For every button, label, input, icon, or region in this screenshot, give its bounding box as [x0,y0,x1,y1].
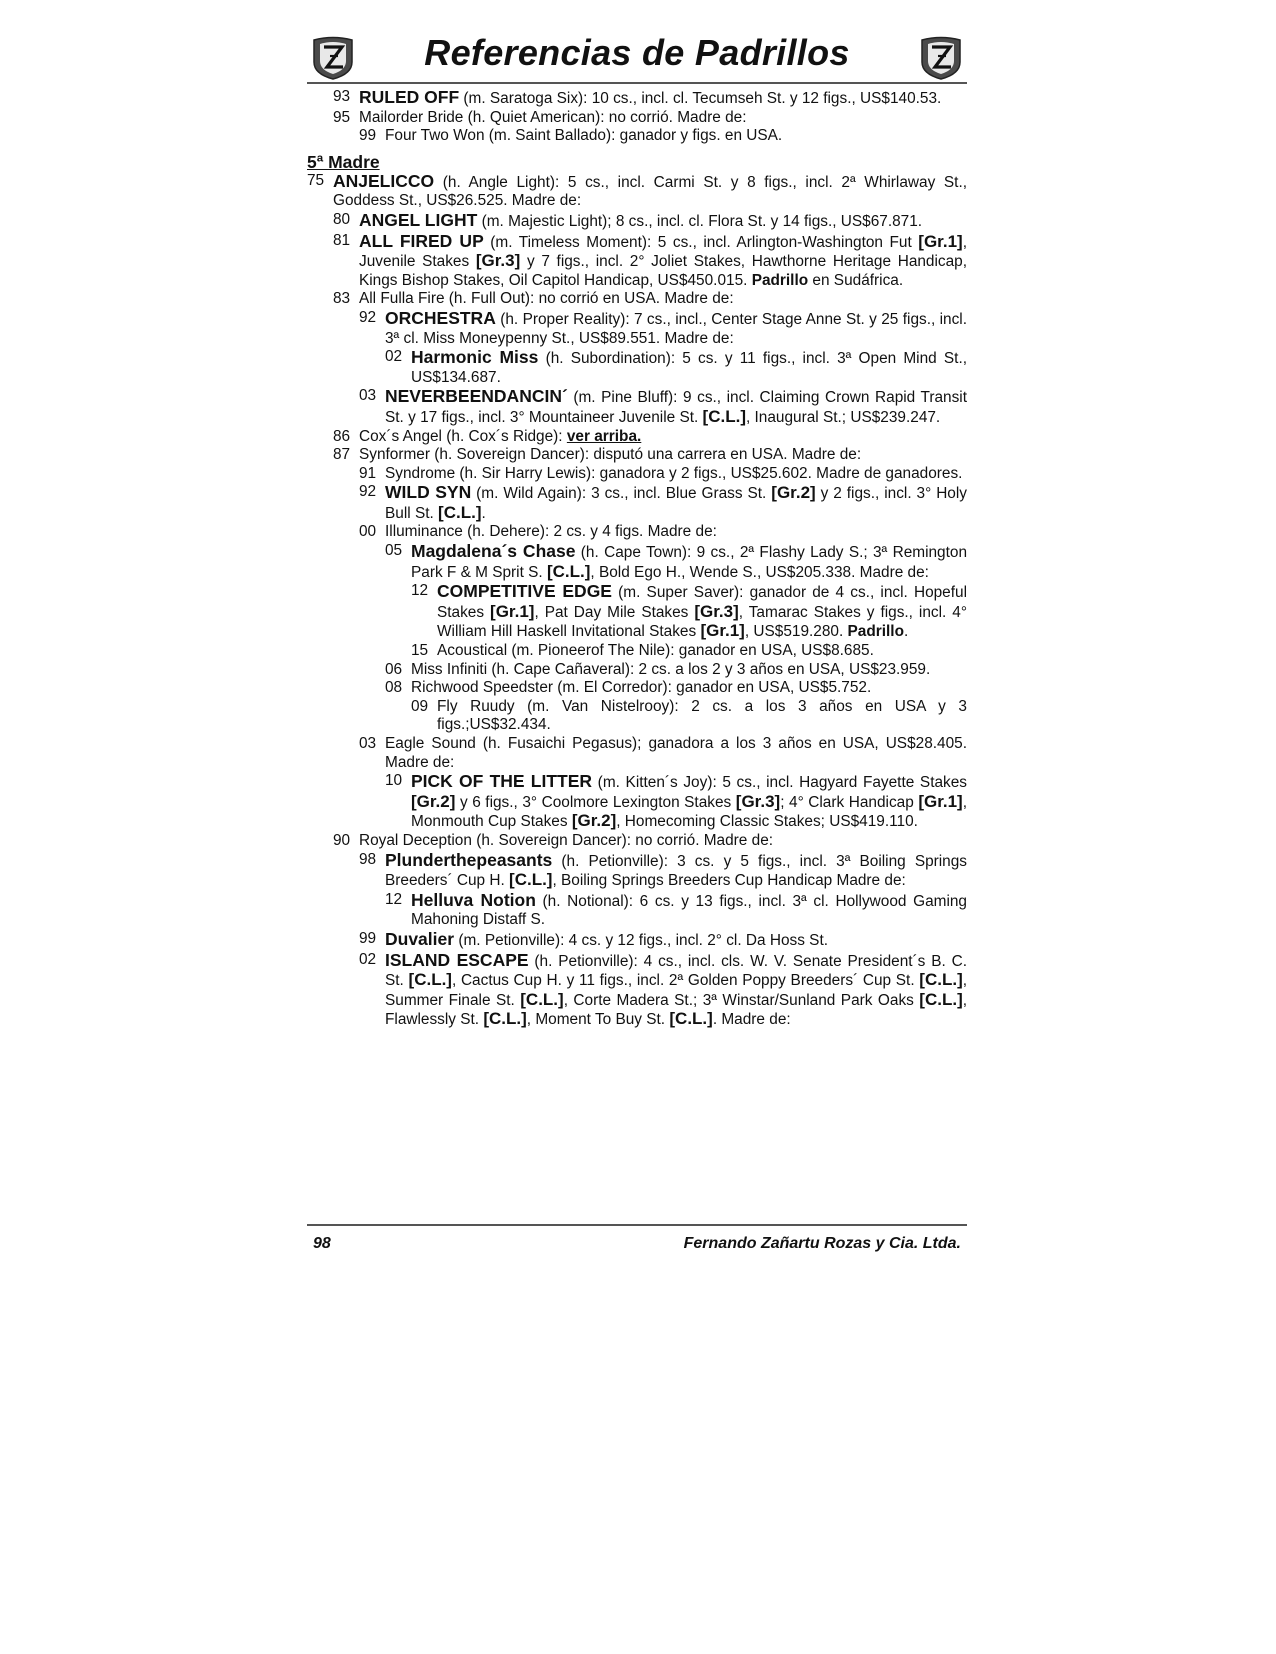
pedigree-entry [307,109,967,128]
page-header [307,30,967,84]
entry-text: Fly Ruudy (m. Van Nistelrooy): 2 cs. a los 3 años en USA y 3 figs.;US$32.434. [437,697,967,734]
bold-text: Padrillo [751,271,809,289]
birth-year: 03 [359,735,377,752]
pedigree-entry [307,290,967,309]
birth-year: 81 [333,231,351,249]
pedigree-entry [307,661,967,680]
grade-badge: [Gr.3] [694,601,739,621]
horse-name: Magdalena´s Chase [411,541,576,562]
pedigree-entry [307,642,967,661]
entry-text: , Flawlessly St. [385,991,968,1029]
grade-badge: [C.L.] [919,989,963,1009]
birth-year: 03 [359,387,377,405]
birth-year: 15 [411,642,429,660]
entry-text: (h. Petionville): 4 cs., incl. cls. W. V. Senate President´s B. C. St. [385,952,968,990]
entry-text: Eagle Sound (h. Fusaichi Pegasus); ganadora a los 3 años en USA, US$28.405. Madre de: [385,735,967,771]
entry-text: , Tamarac Stakes y figs., incl. 4° William Hill Haskell Invitational Stakes [437,603,967,641]
entry-text: (h. Cape Town): 9 cs., 2ª Flashy Lady S.; 3ª Remington Park F & M Sprit S. [411,544,968,581]
birth-year: 93 [333,88,351,105]
pedigree-entry [307,309,967,348]
bold-text: Padrillo [847,623,904,641]
birth-year: 92 [359,308,377,326]
grade-badge: [C.L.] [408,970,452,990]
entry-text: Four Two Won (m. Saint Ballado): ganador y figs. en USA. [385,127,783,145]
horse-name: ANGEL LIGHT [359,209,478,230]
pedigree-entry [307,428,967,447]
grade-badge: [Gr.2] [411,791,456,811]
entry-text: y 7 figs., incl. 2° Joliet Stakes, Hawthorne Heritage Handicap, Kings Bishop Stakes, Oil Capitol Handicap, US$450.015. [359,253,968,289]
entry-text: Synformer (h. Sovereign Dancer): disputó una carrera en USA. Madre de: [359,446,862,464]
pedigree-entry [307,172,967,211]
entry-text: Miss Infiniti (h. Cape Cañaveral): 2 cs. a los 2 y 3 años en USA, US$23.959. [411,660,931,678]
entry-text: All Fulla Fire (h. Full Out): no corrió en USA. Madre de: [359,290,734,308]
pedigree-entry [307,832,967,851]
header-rule [307,82,967,84]
pedigree-entry [307,772,967,832]
entry-text: , Summer Finale St. [385,972,968,1009]
page [307,30,968,1029]
pedigree-entry [307,232,967,291]
entry-text: Royal Deception (h. Sovereign Dancer): no corrió. Madre de: [359,831,774,849]
birth-year: 91 [359,464,377,482]
footer-company: Fernando Zañartu Rozas y Cia. Ltda. [683,1235,961,1252]
entry-text: , Pat Day Mile Stakes [534,603,695,621]
entry-text: (m. Timeless Moment): 5 cs., incl. Arlington-Washington Fut [483,233,919,251]
birth-year: 06 [385,660,403,678]
grade-badge: [Gr.1] [918,791,963,811]
horse-name: ANJELICCO [333,170,435,191]
pedigree-entry [307,735,967,772]
pedigree-entry [307,348,967,387]
grade-badge: [Gr.1] [918,231,963,251]
entry-text: (h. Subordination): 5 cs. y 11 figs., incl. 3ª Open Mind St., US$134.687. [411,350,967,386]
birth-year: 09 [411,697,429,715]
cross-reference: ver arriba. [566,427,642,445]
pedigree-entry [307,582,967,642]
entry-text: (m. Pine Bluff): 9 cs., incl. Claiming Crown Rapid Transit St. y 17 figs., incl. 3° Mountaineer Juvenile St. [385,389,967,426]
birth-year: 02 [359,950,377,968]
grade-badge: [C.L.] [669,1009,713,1029]
footer-rule [307,1224,967,1226]
horse-name: WILD SYN [385,482,472,503]
entry-text: ; 4° Clark Handicap [780,793,919,811]
pedigree-entry [307,127,967,146]
horse-name: PICK OF THE LITTER [411,771,593,792]
horse-name: COMPETITIVE EDGE [437,581,612,602]
pedigree-entry [307,951,967,1030]
grade-badge: [C.L.] [483,1009,527,1029]
entry-text: (m. Saratoga Six): 10 cs., incl. cl. Tecumseh St. y 12 figs., US$140.53. [459,90,942,107]
grade-badge: [C.L.] [520,989,564,1009]
entry-text: (m. Super Saver): ganador de 4 cs., incl. Hopeful Stakes [437,584,968,621]
entry-text: y 2 figs., incl. 3° Holy Bull St. [385,485,967,522]
horse-name: Harmonic Miss [411,347,539,368]
entry-text: , Moment To Buy St. [526,1011,670,1029]
entry-text: , Monmouth Cup Stakes [411,793,967,831]
horse-name: ISLAND ESCAPE [385,949,529,970]
grade-badge: [Gr.1] [700,621,745,641]
birth-year: 86 [333,427,351,445]
birth-year: 05 [385,542,403,560]
birth-year: 80 [333,210,351,228]
entry-text: , Corte Madera St.; 3ª Winstar/Sunland Park Oaks [563,991,920,1009]
entry-text: Mailorder Bride (h. Quiet American): no corrió. Madre de: [359,108,747,126]
pedigree-entry [307,542,967,582]
birth-year: 90 [333,831,351,849]
pedigree-entry [307,483,967,523]
birth-year: 95 [333,108,351,126]
page-title: Referencias de Padrillos [424,32,850,73]
birth-year: 98 [359,850,377,868]
pedigree-entry [307,930,967,951]
horse-name: Duvalier [385,928,455,949]
horse-name: ALL FIRED UP [359,230,484,251]
pedigree-entry [307,851,967,891]
grade-badge: [C.L.] [509,870,553,890]
section-heading: 5ª Madre [307,151,380,172]
entry-text: , Homecoming Classic Stakes; US$419.110. [616,813,918,831]
entry-text: , Boiling Springs Breeders Cup Handicap Madre de: [552,872,906,890]
entry-text: , US$519.280. [744,623,848,641]
pedigree-entry [307,387,967,427]
birth-year: 75 [307,171,325,189]
entry-text: Cox´s Angel (h. Cox´s Ridge): [359,427,567,445]
entry-text: (m. Majestic Light); 8 cs., incl. cl. Flora St. y 14 figs., US$67.871. [477,212,923,230]
birth-year: 99 [359,127,377,145]
birth-year: 10 [385,772,403,790]
pedigree-entry [307,211,967,232]
birth-year: 08 [385,679,403,697]
page-number: 98 [313,1235,331,1252]
birth-year: 92 [359,483,377,501]
entry-text: , Bold Ego H., Wende S., US$205.338. Madre de: [590,563,929,581]
pedigree-entry [307,891,967,930]
entry-text: . [481,504,486,522]
grade-badge: [Gr.2] [771,483,816,503]
entry-text: Illuminance (h. Dehere): 2 cs. y 4 figs. Madre de: [385,523,717,541]
entry-text: , Juvenile Stakes [359,233,967,271]
pedigree-entry [307,465,967,484]
pedigree-list [307,88,967,1030]
entry-text: (h. Notional): 6 cs. y 13 figs., incl. 3ª cl. Hollywood Gaming Mahoning Distaff S. [411,892,967,929]
entry-text: Richwood Speedster (m. El Corredor): ganador en USA, US$5.752. [411,679,872,697]
pedigree-entry [307,679,967,698]
entry-text: y 6 figs., 3° Coolmore Lexington Stakes [455,793,736,811]
entry-text: , Inaugural St.; US$239.247. [745,408,941,426]
birth-year: 12 [411,582,429,600]
entry-text: (h. Petionville): 3 cs. y 5 figs., incl. 3ª Boiling Springs Breeders´ Cup H. [385,852,967,890]
birth-year: 12 [385,890,403,908]
grade-badge: [C.L.] [546,561,591,581]
entry-text: Syndrome (h. Sir Harry Lewis): ganadora y 2 figs., US$25.602. Madre de ganadores. [385,464,963,482]
birth-year: 99 [359,929,377,947]
pedigree-entry [307,523,967,542]
horse-name: NEVERBEENDANCIN´ [385,386,568,407]
grade-badge: [C.L.] [438,502,482,522]
entry-text: . [903,623,909,641]
pedigree-entry [307,88,967,109]
birth-year: 00 [359,523,377,541]
grade-badge: [Gr.3] [735,791,781,811]
entry-text: (m. Kitten´s Joy): 5 cs., incl. Hagyard Fayette Stakes [592,774,967,792]
entry-text: en Sudáfrica. [808,271,904,289]
grade-badge: [C.L.] [919,970,963,990]
horse-name: Plunderthepeasants [385,849,553,870]
pedigree-entry [307,446,967,465]
birth-year: 83 [333,290,351,308]
zr-logo-icon [918,34,964,80]
entry-text: (h. Proper Reality): 7 cs., incl., Center Stage Anne St. y 25 figs., incl. 3ª cl. Miss Moneypenny St., US$89.551. Madre de: [385,310,967,347]
grade-badge: [C.L.] [702,406,746,426]
pedigree-entry [307,698,967,735]
horse-name: RULED OFF [359,87,460,107]
entry-text: Acoustical (m. Pioneerof The Nile): ganador en USA, US$8.685. [437,642,874,660]
grade-badge: [Gr.1] [490,601,535,621]
entry-text: , Cactus Cup H. y 11 figs., incl. 2ª Golden Poppy Breeders´ Cup St. [451,972,920,990]
horse-name: ORCHESTRA [385,307,496,328]
entry-text: (h. Angle Light): 5 cs., incl. Carmi St. y 8 figs., incl. 2ª Whirlaway St., Goddess St., US$26.525. Madre de: [333,173,967,210]
grade-badge: [Gr.2] [571,811,617,831]
entry-text: . Madre de: [712,1011,791,1029]
entry-text: (m. Wild Again): 3 cs., incl. Blue Grass St. [471,485,772,503]
birth-year: 02 [385,348,403,366]
horse-name: Helluva Notion [411,889,536,910]
birth-year: 87 [333,446,351,464]
grade-badge: [Gr.3] [475,251,521,271]
entry-text: (m. Petionville): 4 cs. y 12 figs., incl. 2° cl. Da Hoss St. [454,931,828,949]
